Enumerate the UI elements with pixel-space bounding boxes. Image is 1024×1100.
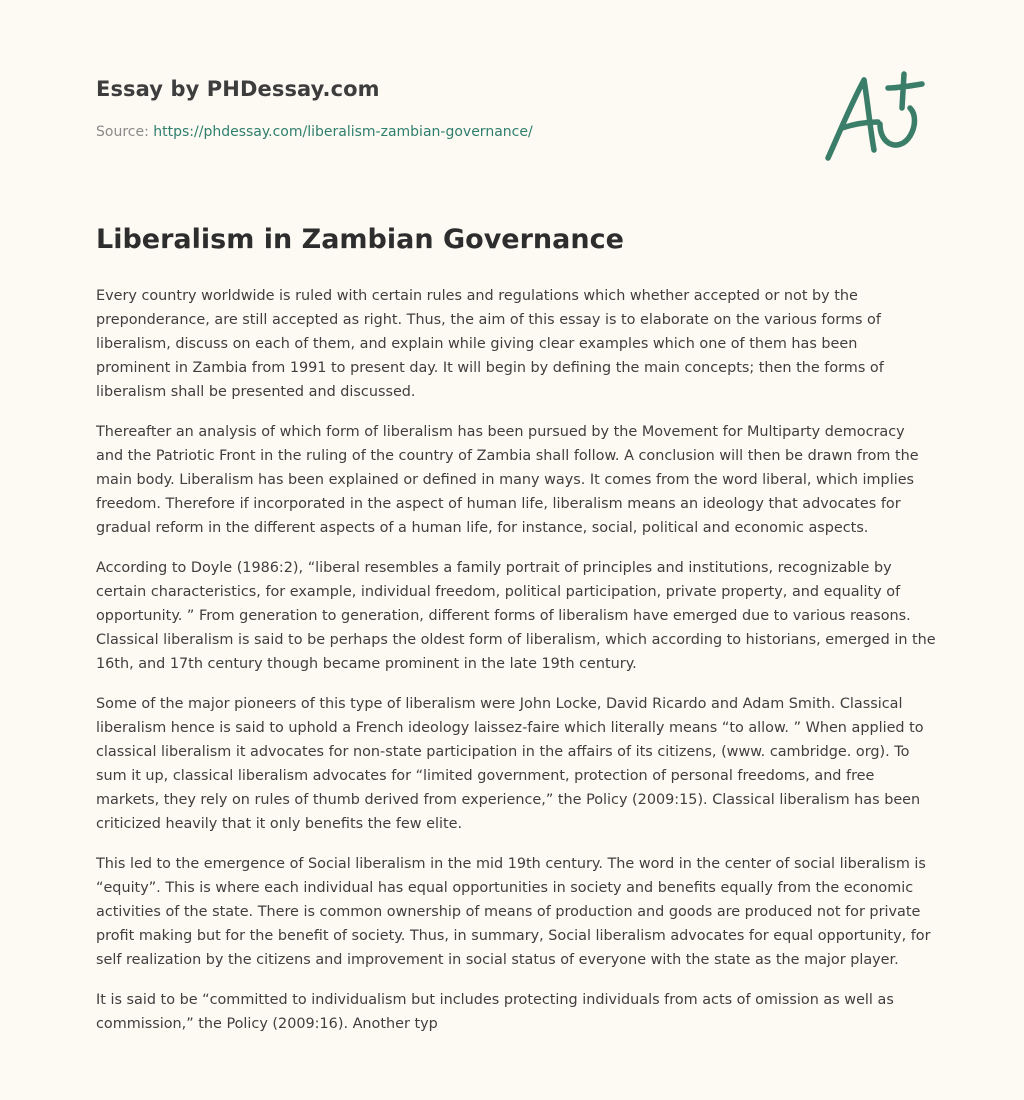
source-line xyxy=(96,124,533,140)
paragraph: This led to the emergence of Social liberalism in the mid 19th century. The word in the center of social liberalism is “equity”. This is where each individual has equal opportunities in society and benefits equally from the economic activities of the state. There is common ownership of means of production and goods are produced not for private profit making but for the benefit of society. Thus, in summary, Social liberalism advocates for equal opportunity, for self realization by the citizens and improvement in social status of everyone with the state as the major player. xyxy=(96,856,931,968)
a-plus-logo-icon xyxy=(818,66,930,166)
essay-body xyxy=(96,284,936,1052)
paragraph: It is said to be “committed to individualism but includes protecting individuals from acts of omission as well as commission,” the Policy (2009:16). Another typ xyxy=(96,992,894,1032)
source-label: Source: xyxy=(96,124,149,140)
essay-title: Liberalism in Zambian Governance xyxy=(96,224,624,255)
paragraph: Every country worldwide is ruled with certain rules and regulations which whether accepted or not by the preponderance, are still accepted as right. Thus, the aim of this essay is to elaborate on the various forms of liberalism, discuss on each of them, and explain while giving clear examples which one of them has been prominent in Zambia from 1991 to present day. It will begin by defining the main concepts; then the forms of liberalism shall be presented and discussed. xyxy=(96,288,884,400)
paragraph: Some of the major pioneers of this type of liberalism were John Locke, David Ricardo and Adam Smith. Classical liberalism hence is said to uphold a French ideology laissez-faire which literally means “to allow. ” When applied to classical liberalism it advocates for non-state participation in the affairs of its citizens, (www. cambridge. org). To sum it up, classical liberalism advocates for “limited government, protection of personal freedoms, and free markets, they rely on rules of thumb derived from experience,” the Policy (2009:15). Classical liberalism has been criticized heavily that it only benefits the few elite. xyxy=(96,696,924,832)
paragraph: According to Doyle (1986:2), “liberal resembles a family portrait of principles and institutions, recognizable by certain characteristics, for example, individual freedom, political participation, private property, and equality of opportunity. ” From generation to generation, different forms of liberalism have emerged due to various reasons. Classical liberalism is said to be perhaps the oldest form of liberalism, which according to historians, emerged in the 16th, and 17th century though became prominent in the late 19th century. xyxy=(96,560,936,672)
paragraph: Thereafter an analysis of which form of liberalism has been pursued by the Movement for Multiparty democracy and the Patriotic Front in the ruling of the country of Zambia shall follow. A conclusion will then be drawn from the main body. Liberalism has been explained or defined in many ways. It comes from the word liberal, which implies freedom. Therefore if incorporated in the aspect of human life, liberalism means an ideology that advocates for gradual reform in the different aspects of a human life, for instance, social, political and economic aspects. xyxy=(96,424,919,536)
site-title: Essay by PHDessay.com xyxy=(96,77,380,101)
source-link[interactable]: https://phdessay.com/liberalism-zambian-governance/ xyxy=(153,124,533,140)
